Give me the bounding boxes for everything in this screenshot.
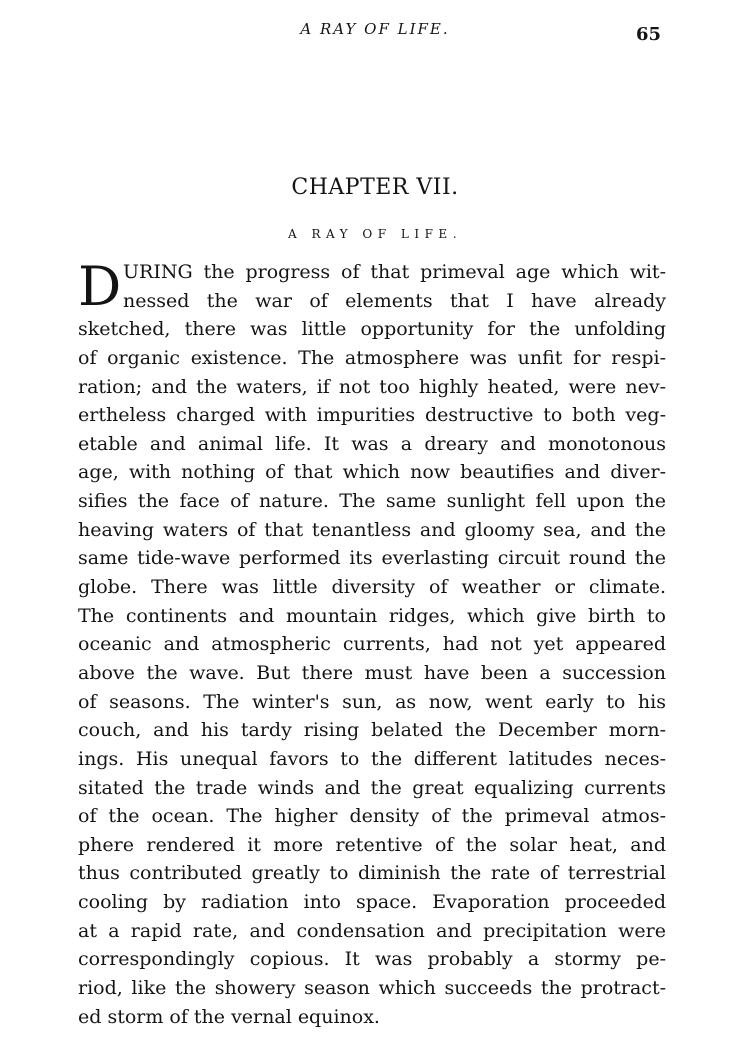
text-line: cooling by radiation into space. Evaporation proceeded — [78, 891, 666, 914]
page-number: 65 — [636, 24, 662, 45]
text-line: couch, and his tardy rising belated the December morn- — [78, 719, 666, 742]
chapter-subtitle: A RAY OF LIFE. — [287, 227, 463, 241]
text-line: ings. His unequal favors to the different latitudes neces- — [78, 747, 666, 770]
text-line: globe. There was little diversity of weather or climate. — [78, 576, 666, 599]
text-line: phere rendered it more retentive of the solar heat, and — [78, 833, 666, 856]
text-line: URING the progress of that primeval age which wit- — [123, 261, 666, 283]
text-line: ration; and the waters, if not too highly heated, were nev- — [78, 375, 666, 398]
text-line: correspondingly copious. It was probably a stormy pe- — [78, 948, 666, 971]
text-line: riod, like the showery season which succeeds the protract- — [78, 977, 666, 1000]
running-head-title: A RAY OF LIFE. — [300, 20, 450, 38]
text-line: ertheless charged with impurities destructive to both veg- — [78, 404, 666, 427]
text-line: age, with nothing of that which now beautifies and diver- — [78, 461, 666, 484]
text-line: heaving waters of that tenantless and gloomy sea, and the — [78, 518, 666, 541]
text-line: of the ocean. The higher density of the primeval atmos- — [78, 805, 666, 828]
text-line: ed storm of the vernal equinox. — [78, 1005, 380, 1028]
text-line: oceanic and atmospheric currents, had not yet appeared — [78, 633, 666, 656]
body-text — [78, 255, 666, 1031]
text-line: at a rapid rate, and condensation and precipitation were — [78, 919, 666, 942]
text-line: of seasons. The winter's sun, as now, went early to his — [78, 690, 666, 713]
chapter-title: CHAPTER VII. — [291, 175, 459, 200]
text-line: of organic existence. The atmosphere was unfit for respi- — [78, 346, 666, 369]
text-line: sketched, there was little opportunity for the unfolding — [78, 318, 666, 341]
text-line: nessed the war of elements that I have already — [123, 289, 666, 312]
text-line: sifies the face of nature. The same sunlight fell upon the — [78, 490, 666, 513]
drop-cap: D — [78, 255, 122, 318]
text-line: etable and animal life. It was a dreary and monotonous — [78, 432, 666, 455]
text-line: thus contributed greatly to diminish the rate of terrestrial — [78, 862, 666, 885]
text-line: above the wave. But there must have been a succession — [78, 661, 666, 684]
text-line: The continents and mountain ridges, which give birth to — [78, 604, 666, 627]
text-line: same tide-wave performed its everlasting circuit round the — [78, 547, 666, 570]
text-line: sitated the trade winds and the great equalizing currents — [78, 776, 666, 799]
